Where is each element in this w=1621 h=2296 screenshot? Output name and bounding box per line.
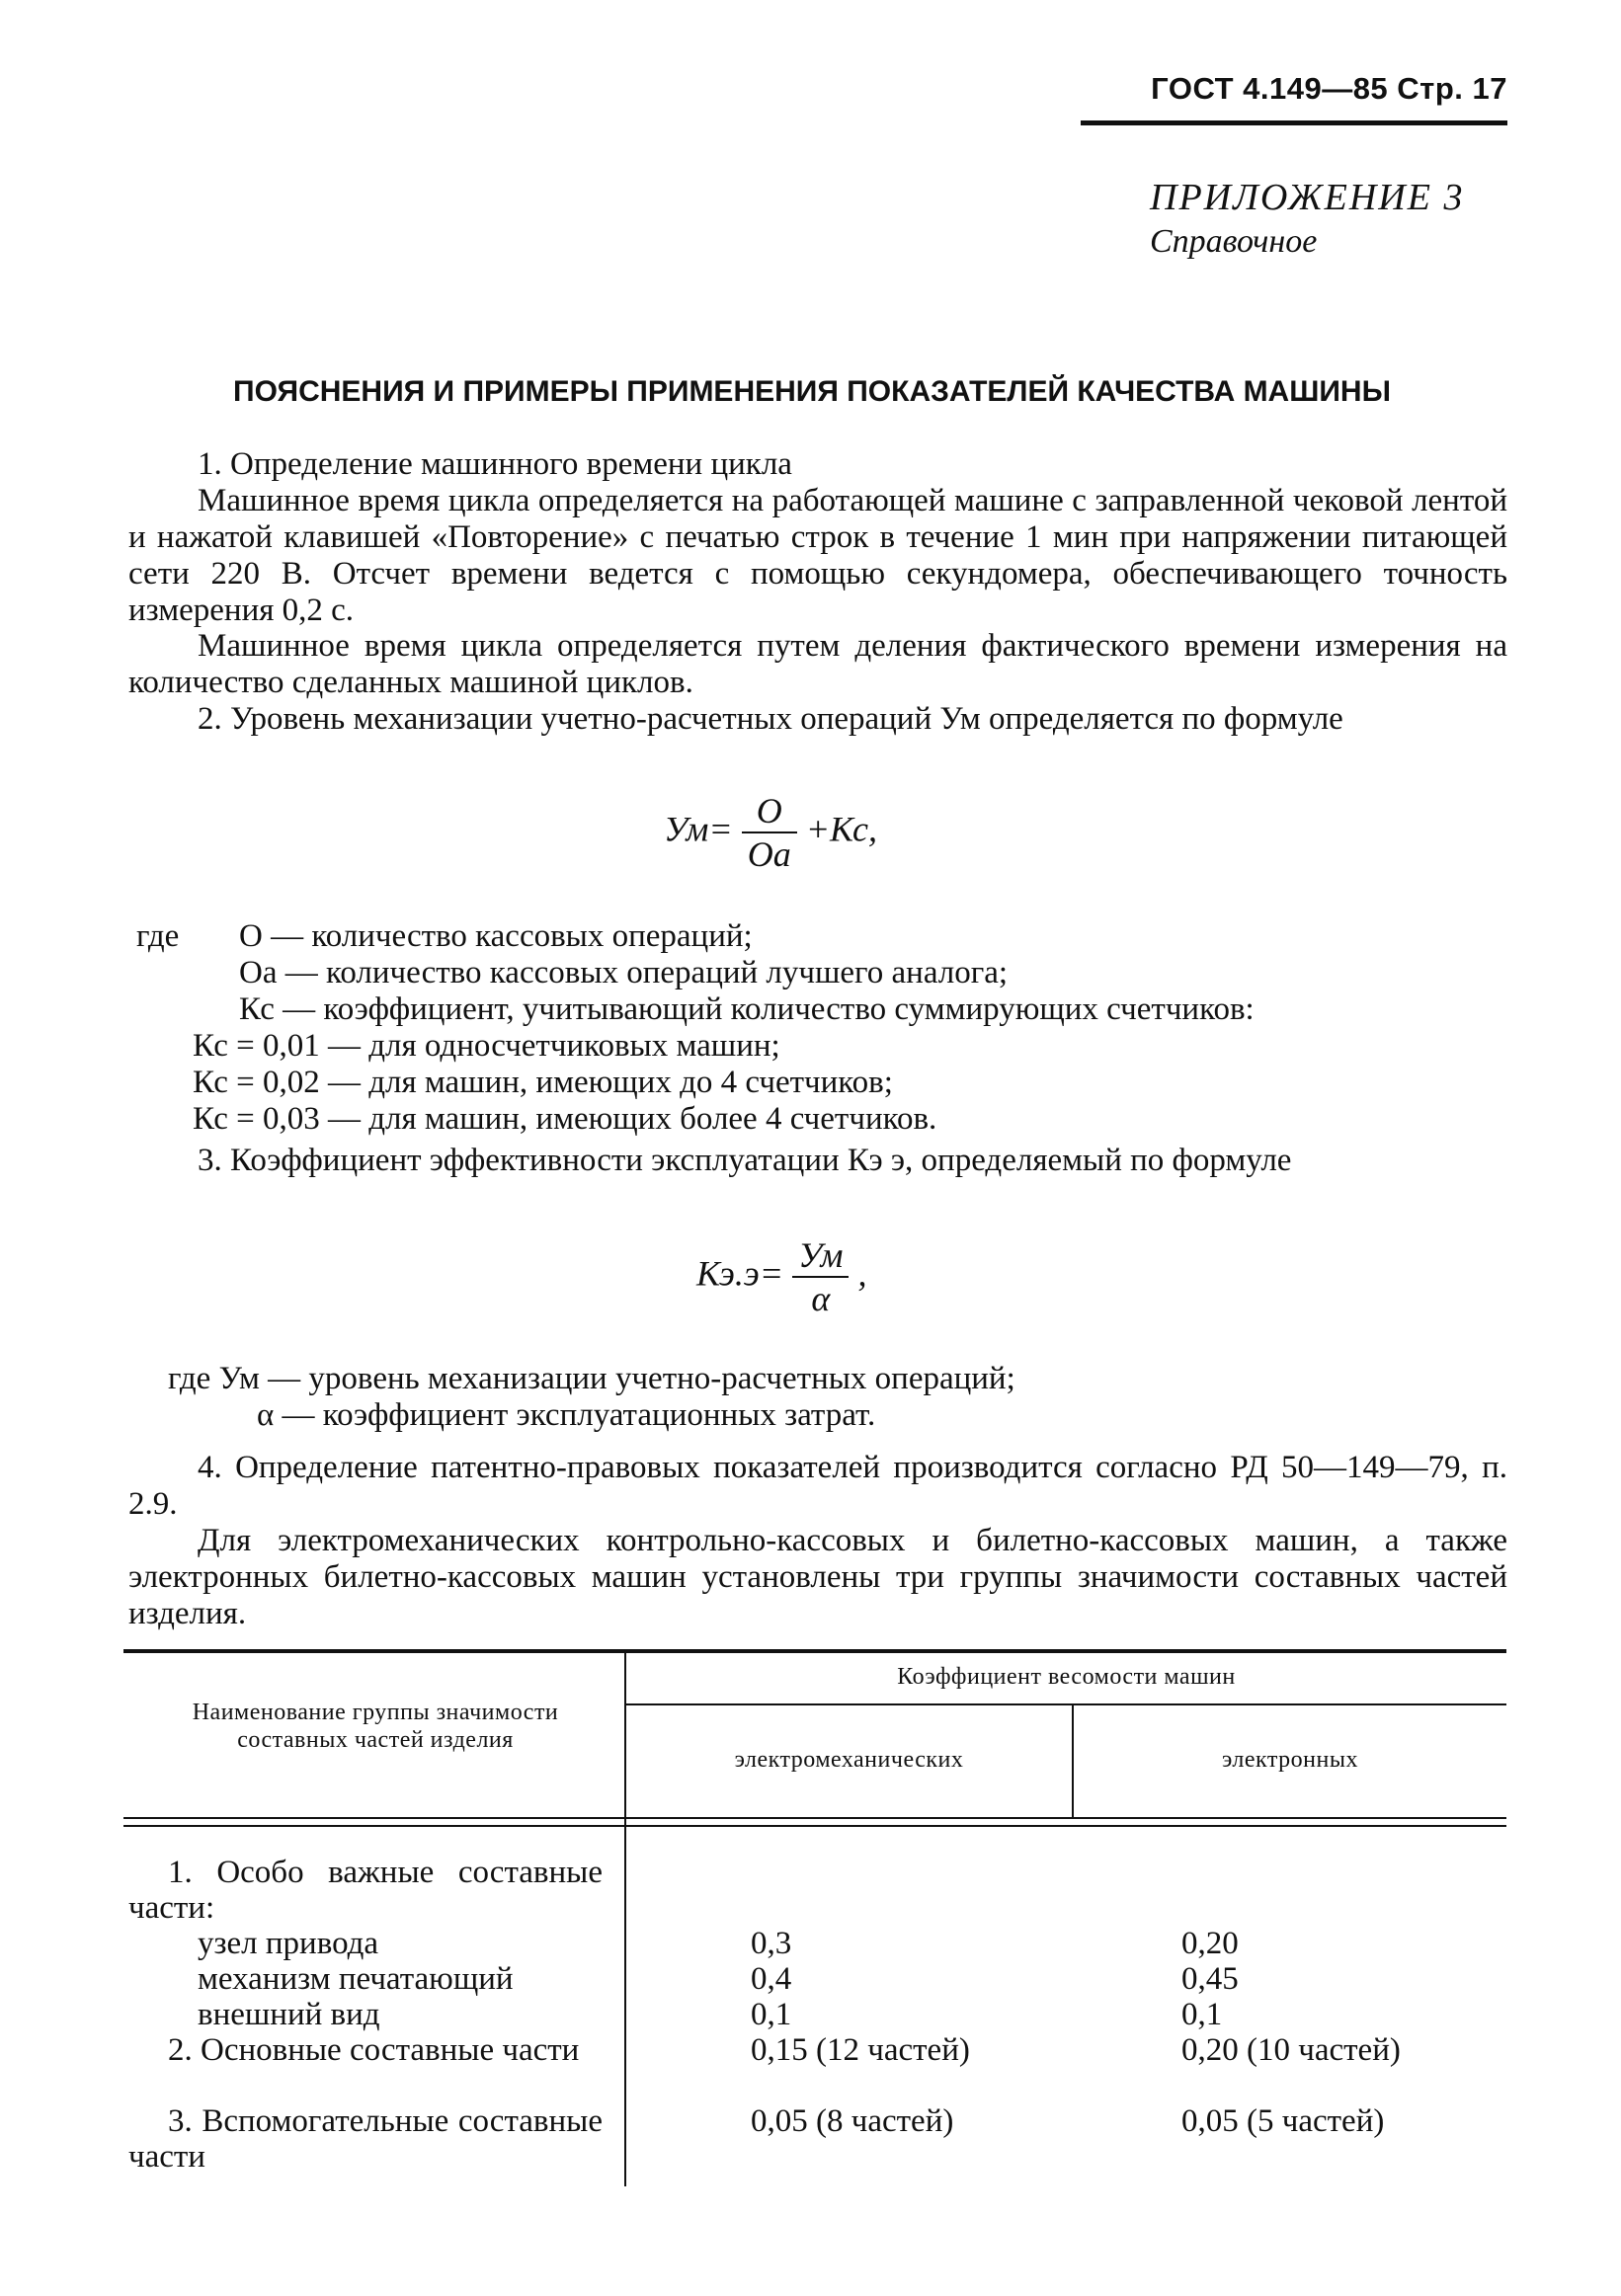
definition-item: α — коэффициент эксплуатационных затрат. [257,1397,876,1433]
table-cell: 0,20 [1181,1926,1239,1961]
table-row-label: 2. Основные составные части [168,2032,580,2068]
appendix-title: ПРИЛОЖЕНИЕ 3 [1150,177,1465,218]
formula-rhs: +Кс, [805,809,877,849]
page-header: ГОСТ 4.149—85 Стр. 17 [1151,71,1507,106]
section3-intro: 3. Коэффициент эффективности эксплуатации Кэ э, определяемый по формуле [198,1143,1292,1178]
document-title: ПОЯСНЕНИЯ И ПРИМЕРЫ ПРИМЕНЕНИЯ ПОКАЗАТЕЛЕЙ КАЧЕСТВА МАШИНЫ [233,375,1391,408]
table-cell: 0,05 (8 частей) [751,2103,954,2139]
section4-paragraph-1: 4. Определение патентно-правовых показателей производится согласно РД 50—149—79, п. 2.9. [128,1450,1507,1522]
table-cell: 0,1 [1181,1997,1223,2032]
definition-item: О — количество кассовых операций; [239,918,753,954]
definition-item: Оа — количество кассовых операций лучшего аналога; [239,955,1009,990]
table-subheader-rule [624,1703,1506,1705]
table-header-rule [123,1817,1506,1819]
header-rule [1081,120,1507,125]
col-header-electronic: электронных [1222,1747,1358,1773]
table-cell: 0,05 (5 частей) [1181,2103,1385,2139]
table-row-label: механизм печатающий [198,1961,514,1997]
definition-item: где Ум — уровень механизации учетно-расчетных операций; [168,1361,1015,1396]
table-cell: 0,1 [751,1997,792,2032]
table-header-rule-double [123,1825,1506,1827]
where-label: где [136,918,180,954]
definition-item: Кс — коэффициент, учитывающий количество суммирующих счетчиков: [239,991,1255,1027]
formula-fraction [742,790,797,875]
formula-lhs: Ум= [664,809,733,849]
table-top-rule [123,1649,1506,1653]
formula-rhs: , [857,1253,867,1294]
table-cell: 0,45 [1181,1961,1239,1997]
formula-efficiency [696,1234,866,1319]
formula-fraction [792,1234,849,1319]
col-header-weight-coefficient: Коэффициент весомости машин [897,1664,1236,1690]
section1-heading: 1. Определение машинного времени цикла [198,446,792,482]
section1-paragraph-2: Машинное время цикла определяется путем деления фактического времени измерения на количество сделанных машиной циклов. [128,628,1507,700]
appendix-subtitle: Справочное [1150,223,1318,260]
col-header-electromechanical: электромеханических [734,1747,964,1773]
table-cell: 0,15 (12 частей) [751,2032,970,2068]
table-row-label: 1. Особо важные составные части: [128,1855,603,1926]
table-cell: 0,3 [751,1926,792,1961]
formula-numerator: Ум [792,1234,849,1278]
formula-lhs: Кэ.э= [696,1253,784,1294]
formula-denominator: Оа [747,834,791,874]
formula-denominator: α [811,1279,831,1318]
definition-item: Кс = 0,01 — для односчетчиковых машин; [193,1028,780,1064]
table-row-label: 3. Вспомогательные составные части [128,2103,603,2175]
table-cell: 0,4 [751,1961,792,1997]
section1-paragraph-1: Машинное время цикла определяется на работающей машине с заправленной чековой лентой и нажатой клавишей «Повторение» с печатью строк в течение 1 мин при напряжении питающей сети 220 В. Отсчет времени ведется с помощью секундомера, обеспечивающего точность измерения 0,2 с. [128,483,1507,628]
formula-numerator: О [742,790,797,833]
section2-intro: 2. Уровень механизации учетно-расчетных операций Ум определяется по формуле [198,701,1343,737]
formula-mechanization-level [664,790,877,875]
section4-paragraph-2: Для электромеханических контрольно-кассовых и билетно-кассовых машин, а также электронных билетно-кассовых машин установлены три группы значимости составных частей изделия. [128,1523,1507,1631]
col-header-group-name: Наименование группы значимости составных частей изделия [192,1700,559,1753]
definition-item: Кс = 0,03 — для машин, имеющих более 4 счетчиков. [193,1101,937,1137]
table-cell: 0,20 (10 частей) [1181,2032,1401,2068]
table-row-label: узел привода [198,1926,379,1961]
table-row-label: внешний вид [198,1997,380,2032]
table-column-divider [624,1653,626,2186]
definition-item: Кс = 0,02 — для машин, имеющих до 4 счетчиков; [193,1065,893,1100]
